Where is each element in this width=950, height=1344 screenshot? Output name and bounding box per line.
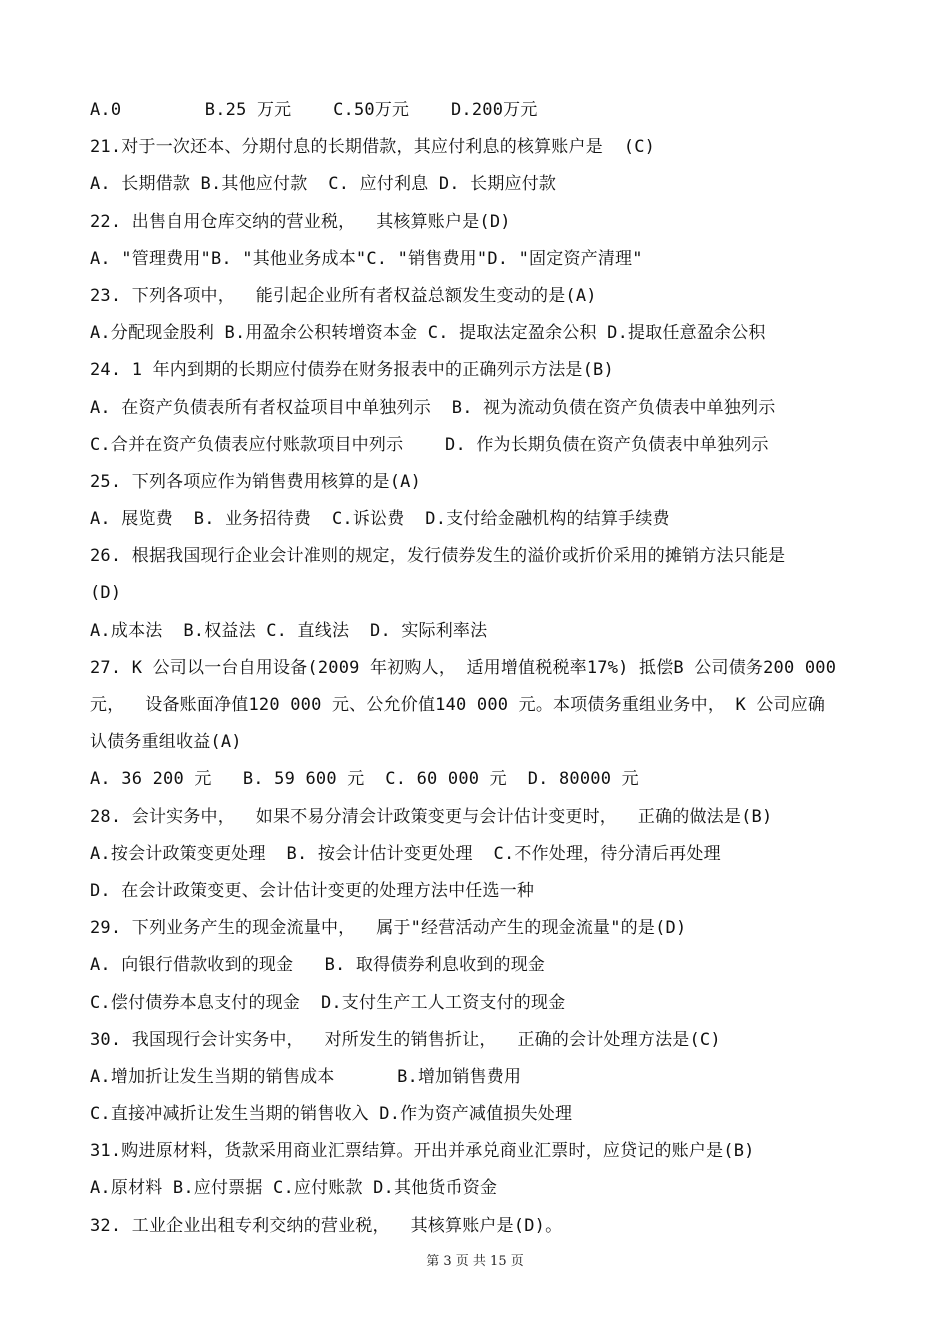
text-line: A. 在资产负债表所有者权益项目中单独列示 B. 视为流动负债在资产负债表中单独列示 bbox=[90, 397, 776, 418]
question-22: 22. 出售自用仓库交纳的营业税， 其核算账户是(D) bbox=[90, 211, 511, 232]
text-line: A.原材料 B.应付票据 C.应付账款 D.其他货币资金 bbox=[90, 1178, 498, 1199]
question-29: 29. 下列业务产生的现金流量中， 属于"经营活动产生的现金流量"的是(D) bbox=[90, 918, 687, 939]
text-line: 元， 设备账面净值120 000 元、公允价值140 000 元。本项债务重组业务中， K 公司应确 bbox=[90, 695, 826, 715]
text-line: C.偿付债券本息支付的现金 D.支付生产工人工资支付的现金 bbox=[90, 992, 566, 1013]
text-line: C.合并在资产负债表应付账款项目中列示 D. 作为长期负债在资产负债表中单独列示 bbox=[90, 434, 769, 455]
text-line: A. 长期借款 B.其他应付款 C. 应付利息 D. 长期应付款 bbox=[90, 174, 557, 195]
text-line: A. 36 200 元 B. 59 600 元 C. 60 000 元 D. 80000 元 bbox=[90, 769, 639, 790]
page-footer bbox=[0, 1250, 950, 1269]
question-30: 30. 我国现行会计实务中， 对所发生的销售折让， 正确的会计处理方法是(C) bbox=[90, 1029, 721, 1050]
text-line: (D) bbox=[90, 583, 122, 604]
text-line: C.直接冲减折让发生当期的销售收入 D.作为资产减值损失处理 bbox=[90, 1104, 573, 1125]
question-32: 32. 工业企业出租专利交纳的营业税， 其核算账户是(D)。 bbox=[90, 1215, 563, 1236]
text-line: A.按会计政策变更处理 B. 按会计估计变更处理 C.不作处理，待分清后再处理 bbox=[90, 843, 721, 864]
question-28: 28. 会计实务中， 如果不易分清会计政策变更与会计估计变更时， 正确的做法是(B) bbox=[90, 806, 773, 827]
text-line: A. 展览费 B. 业务招待费 C.诉讼费 D.支付给金融机构的结算手续费 bbox=[90, 509, 670, 530]
page-number: 第 3 页 共 15 页 bbox=[426, 1254, 524, 1269]
text-line: A. "管理费用"B. "其他业务成本"C. "销售费用"D. "固定资产清理" bbox=[90, 248, 643, 269]
text-line: A.分配现金股利 B.用盈余公积转增资本金 C. 提取法定盈余公积 D.提取任意盈余公积 bbox=[90, 323, 766, 344]
text-line: A.0 B.25 万元 C.50万元 D.200万元 bbox=[90, 100, 538, 120]
question-23: 23. 下列各项中， 能引起企业所有者权益总额发生变动的是(A) bbox=[90, 285, 597, 306]
question-24: 24. 1 年内到期的长期应付债券在财务报表中的正确列示方法是(B) bbox=[90, 360, 614, 381]
question-25: 25. 下列各项应作为销售费用核算的是(A) bbox=[90, 471, 422, 492]
text-line: A. 向银行借款收到的现金 B. 取得债券利息收到的现金 bbox=[90, 955, 546, 976]
text-line: A.成本法 B.权益法 C. 直线法 D. 实际利率法 bbox=[90, 620, 488, 641]
question-27: 27. K 公司以一台自用设备(2009 年初购人， 适用增值税税率17%) 抵偿B 公司债务200 000 bbox=[90, 657, 837, 678]
question-26: 26. 根据我国现行企业会计准则的规定，发行债券发生的溢价或折价采用的摊销方法只能是 bbox=[90, 546, 786, 567]
text-line: A.增加折让发生当期的销售成本 B.增加销售费用 bbox=[90, 1066, 522, 1087]
text-line: 认债务重组收益(A) bbox=[90, 732, 242, 753]
question-21: 21.对于一次还本、分期付息的长期借款，其应付利息的核算账户是 (C) bbox=[90, 137, 656, 158]
document-body bbox=[90, 92, 870, 1245]
text-line: D. 在会计政策变更、会计估计变更的处理方法中任选一种 bbox=[90, 880, 535, 901]
question-31: 31.购进原材料，货款采用商业汇票结算。开出并承兑商业汇票时，应贷记的账户是(B) bbox=[90, 1141, 755, 1162]
